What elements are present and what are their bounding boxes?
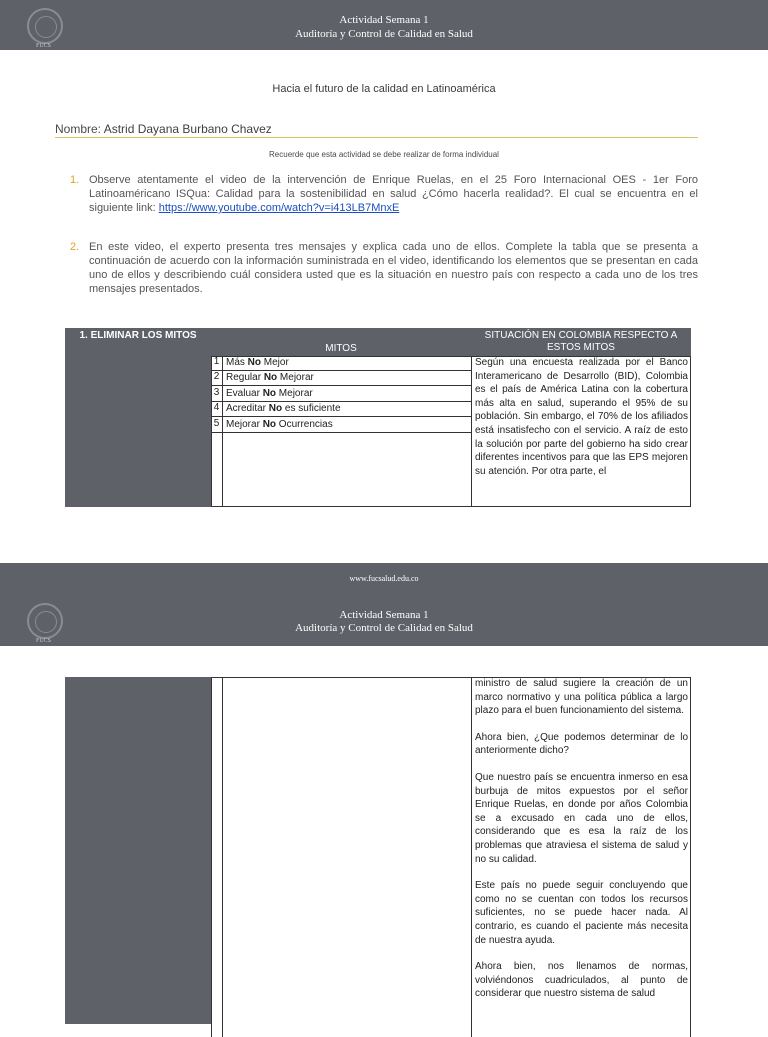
situacion-text-continued bbox=[475, 677, 688, 1024]
mito-label-pre: Acreditar bbox=[226, 403, 269, 415]
mito-number: 3 bbox=[211, 387, 223, 401]
header-title: Actividad Semana 1 bbox=[339, 609, 429, 621]
name-value: Astrid Dayana Burbano Chavez bbox=[103, 122, 272, 136]
mito-label-pre: Evaluar bbox=[226, 387, 263, 399]
mitos-cell bbox=[222, 677, 472, 1037]
mito-row bbox=[211, 402, 471, 417]
mitos-header-cell bbox=[211, 328, 471, 356]
header-subtitle: Auditoría y Control de Calidad en Salud bbox=[295, 622, 473, 634]
paragraph: Que nuestro país se encuentra inmerso en esa burbuja de mitos expuestos por el señor Enrique Ruelas, en donde por años Colombia se a excusado en cada uno de ellos, considerando que es esa la raíz de los problemas que atraviesa el sistema de salud y no su calidad. bbox=[475, 771, 688, 865]
mito-label-no: No bbox=[262, 387, 277, 399]
item-text: En este video, el experto presenta tres mensajes y explica cada uno de ellos. Complete la tabla que se presenta a continuación de acuerdo con la información suministrada en el video, identificando los elementos que se presentan en cada uno de ellos y describiendo cuál considera usted que es la situación en nuestro país con respecto a cada uno de los tres mensajes presentados. bbox=[89, 241, 698, 295]
header-subtitle: Auditoría y Control de Calidad en Salud bbox=[295, 28, 473, 40]
paragraph: Este país no puede seguir concluyendo que como no se cuentan con todos los recursos suficientes, no se puede hacer nada. Al contrario, es cuando el paciente más necesita de nuestra ayuda. bbox=[475, 880, 688, 946]
item-number: 1. bbox=[70, 174, 80, 186]
mito-label-pre: Mejorar bbox=[226, 418, 263, 430]
name-label: Nombre: bbox=[55, 122, 102, 136]
mito-label-post: Mejor bbox=[261, 357, 289, 368]
document-title: Hacia el futuro de la calidad en Latinoamérica bbox=[272, 83, 496, 95]
mito-row bbox=[211, 356, 471, 371]
header-title: Actividad Semana 1 bbox=[339, 14, 429, 26]
mito-label bbox=[226, 372, 314, 383]
situacion-header-cell bbox=[471, 328, 691, 356]
paragraph: Ahora bien, ¿Que podemos determinar de lo anteriormente dicho? bbox=[475, 731, 688, 757]
mito-label-post: Mejorar bbox=[276, 387, 313, 399]
mito-label-post: Mejorar bbox=[277, 372, 314, 384]
section-title-cell bbox=[65, 328, 211, 507]
instruction-item-1 bbox=[70, 173, 698, 215]
mito-number: 5 bbox=[211, 418, 223, 432]
mito-label-no: No bbox=[262, 418, 277, 430]
name-field bbox=[55, 122, 698, 138]
mito-row bbox=[211, 418, 471, 433]
mito-number: 1 bbox=[211, 356, 223, 370]
situacion-header: SITUACIÓN EN COLOMBIA RESPECTO A ESTOS MITOS bbox=[484, 330, 678, 353]
instruction-item-2 bbox=[70, 240, 698, 296]
section-title: 1. ELIMINAR LOS MITOS bbox=[79, 330, 197, 341]
mitos-header: MITOS bbox=[325, 343, 357, 354]
section-title-cell bbox=[65, 677, 211, 1024]
logo-caption: FUCS bbox=[36, 638, 52, 644]
website-footer: www.fucsalud.edu.co bbox=[349, 574, 419, 583]
mito-label-no: No bbox=[247, 357, 262, 368]
mito-label-pre: Regular bbox=[226, 372, 264, 384]
mito-row bbox=[211, 387, 471, 402]
mito-label-no: No bbox=[263, 372, 278, 384]
mito-label bbox=[226, 419, 333, 430]
paragraph: Ahora bien, nos llenamos de normas, volviéndonos cuadriculados, al punto de considerar que nuestro sistema de salud bbox=[475, 961, 688, 1000]
mito-label-post: es suficiente bbox=[282, 403, 341, 415]
mito-label bbox=[226, 357, 289, 368]
page-header bbox=[0, 0, 768, 50]
page-footer-header bbox=[0, 563, 768, 646]
mito-number: 4 bbox=[211, 402, 223, 416]
mito-label-no: No bbox=[268, 403, 283, 415]
mito-label-pre: Más bbox=[226, 357, 248, 368]
paragraph: ministro de salud sugiere la creación de un marco normativo y una política pública a largo plazo para el buen funcionamiento del sistema. bbox=[475, 678, 688, 717]
mito-label bbox=[226, 403, 341, 414]
mito-label bbox=[226, 388, 313, 399]
situacion-text: Según una encuesta realizada por el Banco Interamericano de Desarrollo (BID), Colombia es el país de América Latina con la cobertura más alta en salud, superando el 95% de su población. Sin embargo, el 70% de los afiliados está insatisfecho con el servicio. A raíz de esto la solución por parte del gobierno ha sido crear diferentes incentivos para que las EPS mejoren su atención. Por otra parte, el bbox=[475, 357, 688, 477]
mito-row bbox=[211, 371, 471, 386]
item-text: Observe atentamente el video de la intervención de Enrique Ruelas, en el 25 Foro Internacional OES - 1er Foro Latinoaméricano ISQua: Calidad para la sostenibilidad en salud ¿Cómo hacerla realidad?. El cual se encuentra en el siguiente link: https://www.youtube.com/watch?v=i413LB7MnxE bbox=[89, 174, 698, 214]
logo-caption: FUCS bbox=[36, 43, 52, 49]
mito-number: 2 bbox=[211, 371, 223, 385]
youtube-link[interactable]: https://www.youtube.com/watch?v=i413LB7MnxE bbox=[158, 202, 400, 214]
reminder-note: Recuerde que esta actividad se debe realizar de forma individual bbox=[269, 150, 499, 159]
mito-label-post: Ocurrencias bbox=[276, 418, 333, 430]
item-number: 2. bbox=[70, 241, 80, 253]
